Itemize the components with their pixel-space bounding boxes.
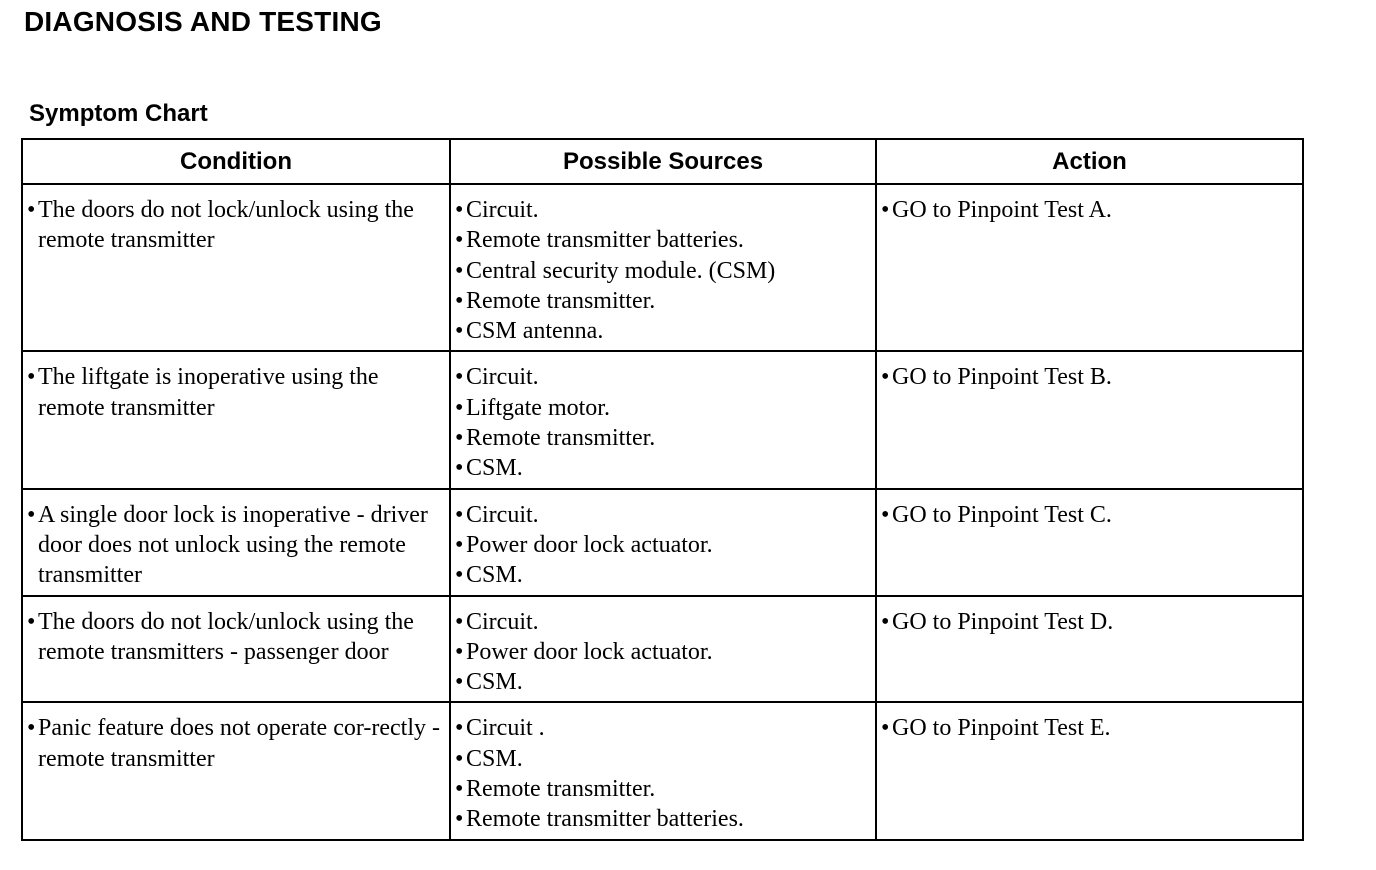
condition-text: The doors do not lock/unlock using the remote transmitter: [38, 197, 414, 254]
source-item: • Remote transmitter.: [455, 286, 871, 316]
table-row: [22, 489, 1303, 596]
action-item: • GO to Pinpoint Test E.: [881, 713, 1298, 743]
sources-cell: [450, 489, 876, 596]
condition-text: Panic feature does not operate cor-rectly - remote transmitter: [38, 715, 440, 772]
action-text: GO to Pinpoint Test B.: [892, 364, 1112, 391]
page-title: DIAGNOSIS AND TESTING: [24, 6, 382, 37]
action-cell: [876, 351, 1303, 488]
table-row: [22, 702, 1303, 839]
column-header-possible-sources: Possible Sources: [450, 139, 876, 184]
action-cell: [876, 596, 1303, 703]
source-text: Power door lock actuator.: [466, 531, 713, 558]
source-item: • Remote transmitter batteries.: [455, 804, 871, 834]
source-item: • Circuit.: [455, 500, 871, 530]
source-text: CSM.: [466, 562, 523, 589]
table-row: [22, 184, 1303, 351]
source-text: Remote transmitter.: [466, 425, 656, 452]
source-text: CSM.: [466, 745, 523, 772]
sources-cell: [450, 351, 876, 488]
action-cell: [876, 184, 1303, 351]
condition-cell: [22, 702, 450, 839]
condition-cell: [22, 184, 450, 351]
action-item: • GO to Pinpoint Test A.: [881, 195, 1298, 225]
condition-item: • The doors do not lock/unlock using the remote transmitters - passenger door: [27, 607, 445, 668]
source-item: • CSM.: [455, 667, 871, 697]
condition-text: A single door lock is inoperative - driver door does not unlock using the remote transmitter: [38, 501, 428, 589]
source-item: • Remote transmitter.: [455, 774, 871, 804]
source-item: • Circuit.: [455, 607, 871, 637]
action-text: GO to Pinpoint Test C.: [892, 501, 1112, 528]
condition-cell: [22, 596, 450, 703]
source-item: • Central security module. (CSM): [455, 256, 871, 286]
source-item: • Circuit.: [455, 195, 871, 225]
source-item: • Liftgate motor.: [455, 393, 871, 423]
source-text: Liftgate motor.: [466, 394, 610, 421]
source-item: • Circuit.: [455, 362, 871, 392]
action-cell: [876, 702, 1303, 839]
source-text: Circuit.: [466, 364, 539, 391]
source-text: Central security module. (CSM): [466, 257, 776, 284]
source-item: • Circuit .: [455, 713, 871, 743]
table-header-row: [22, 139, 1303, 184]
action-item: • GO to Pinpoint Test C.: [881, 500, 1298, 530]
source-item: • Power door lock actuator.: [455, 530, 871, 560]
source-item: • Remote transmitter batteries.: [455, 225, 871, 255]
condition-item: • The liftgate is inoperative using the remote transmitter: [27, 362, 445, 423]
condition-text: The doors do not lock/unlock using the remote transmitters - passenger door: [38, 608, 414, 665]
sources-cell: [450, 702, 876, 839]
action-text: GO to Pinpoint Test A.: [892, 197, 1112, 223]
source-text: CSM.: [466, 455, 523, 482]
action-item: • GO to Pinpoint Test B.: [881, 362, 1298, 392]
condition-item: • The doors do not lock/unlock using the remote transmitter: [27, 195, 445, 256]
source-item: • CSM antenna.: [455, 316, 871, 346]
section-title: Symptom Chart: [29, 100, 208, 127]
condition-cell: [22, 489, 450, 596]
column-header-action: Action: [876, 139, 1303, 184]
source-text: CSM.: [466, 669, 523, 696]
source-text: CSM antenna.: [466, 318, 604, 345]
action-text: GO to Pinpoint Test E.: [892, 715, 1111, 742]
condition-cell: [22, 351, 450, 488]
source-text: Power door lock actuator.: [466, 638, 713, 665]
source-item: • Remote transmitter.: [455, 423, 871, 453]
source-item: • CSM.: [455, 560, 871, 590]
source-text: Remote transmitter batteries.: [466, 227, 744, 254]
action-cell: [876, 489, 1303, 596]
table-row: [22, 351, 1303, 488]
column-header-condition: Condition: [22, 139, 450, 184]
source-text: Circuit .: [466, 715, 545, 742]
action-text: GO to Pinpoint Test D.: [892, 608, 1114, 635]
condition-text: The liftgate is inoperative using the remote transmitter: [38, 364, 379, 421]
source-text: Remote transmitter.: [466, 776, 656, 803]
condition-item: • Panic feature does not operate cor-rectly - remote transmitter: [27, 713, 445, 774]
table-row: [22, 596, 1303, 703]
source-text: Circuit.: [466, 197, 539, 223]
sources-cell: [450, 596, 876, 703]
source-text: Remote transmitter batteries.: [466, 806, 744, 833]
source-item: • CSM.: [455, 744, 871, 774]
symptom-chart-table: [21, 138, 1304, 841]
source-item: • CSM.: [455, 453, 871, 483]
condition-item: • A single door lock is inoperative - driver door does not unlock using the remote transmitter: [27, 500, 445, 591]
action-item: • GO to Pinpoint Test D.: [881, 607, 1298, 637]
sources-cell: [450, 184, 876, 351]
source-text: Circuit.: [466, 501, 539, 528]
source-item: • Power door lock actuator.: [455, 637, 871, 667]
source-text: Circuit.: [466, 608, 539, 635]
source-text: Remote transmitter.: [466, 287, 656, 314]
